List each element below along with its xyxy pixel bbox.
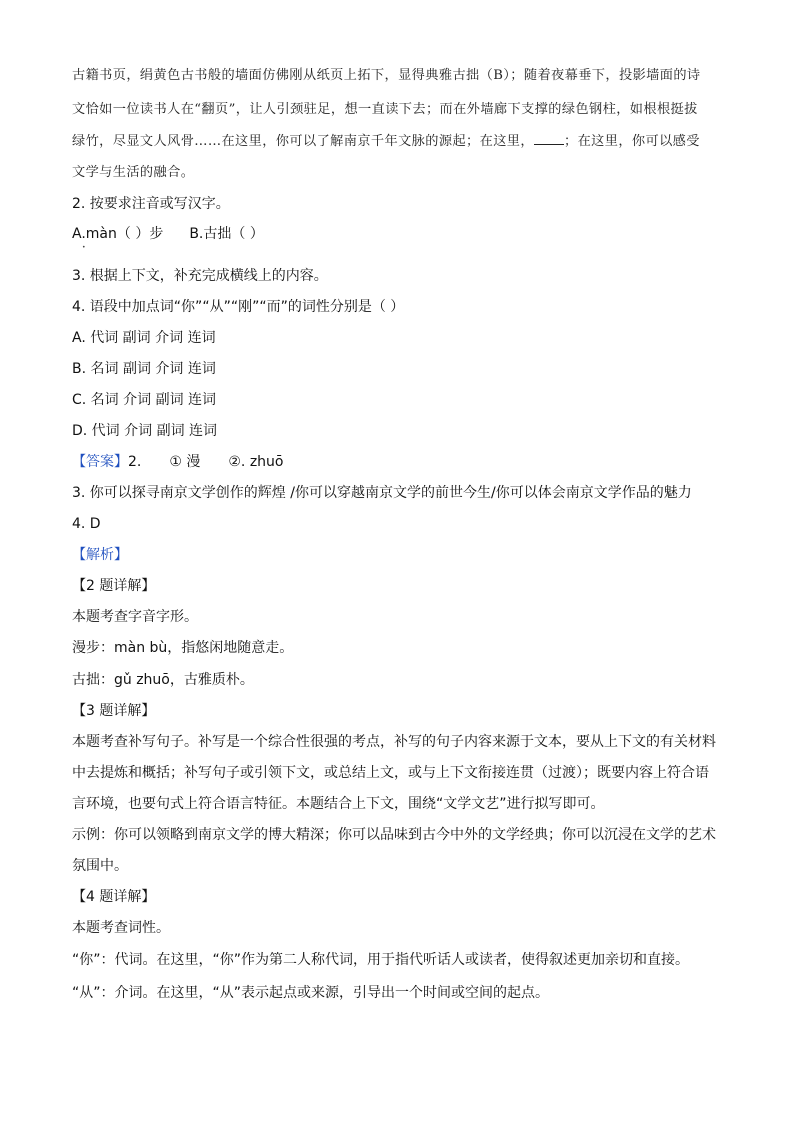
q3-detail-line-1: 本题考查补写句子。补写是一个综合性很强的考点，补写的句子内容来源于文本，要从上下文的有关材料 xyxy=(72,734,716,750)
q2-detail-head: 【2 题详解】 xyxy=(72,578,156,594)
answer-label: 【答案】 xyxy=(72,454,128,470)
answer-q2-part2: ②. zhuō xyxy=(228,454,284,470)
q4-detail-head: 【4 题详解】 xyxy=(72,889,156,905)
q4-detail-line-1: 本题考查词性。 xyxy=(72,920,170,936)
q3-title: 3. 根据上下文，补充完成横线上的内容。 xyxy=(72,268,328,284)
q4-title: 4. 语段中加点词“你”“从”“刚”“而”的词性分别是（ ） xyxy=(72,299,405,315)
q2-detail-line-2: 漫步：màn bù，指悠闲地随意走。 xyxy=(72,640,294,656)
q4-detail-line-2: “你”：代词。在这里，“你”作为第二人称代词，用于指代听话人或读者，使得叙述更加亲切和直接。 xyxy=(72,952,690,968)
q4-detail-line-3: “从”：介词。在这里，“从”表示起点或来源，引导出一个时间或空间的起点。 xyxy=(72,985,550,1001)
fill-blank xyxy=(534,132,564,145)
q3-detail-head: 【3 题详解】 xyxy=(72,703,156,719)
q3-detail-line-2: 中去提炼和概括；补写句子或引领下文，或总结上文，或与上下文衔接连贯（过渡）；既要内容上符合语 xyxy=(72,765,709,781)
analysis-label: 【解析】 xyxy=(72,547,128,563)
q2-title: 2. 按要求注音或写汉字。 xyxy=(72,196,230,212)
answer-line xyxy=(72,452,284,472)
passage-line-2: 文恰如一位读书人在“翻页”，让人引颈驻足，想一直读下去；而在外墙廊下支撑的绿色钢柱，如根根挺拔 xyxy=(72,102,698,117)
passage-line-4: 文学与生活的融合。 xyxy=(72,165,195,180)
q2-detail-line-1: 本题考查字音字形。 xyxy=(72,609,198,625)
emphasis-dot: • xyxy=(82,244,86,251)
answer-q2-part1: ① 漫 xyxy=(169,454,201,470)
q2-detail-line-3: 古拙：gǔ zhuō，古雅质朴。 xyxy=(72,672,254,688)
passage-line-3 xyxy=(72,132,700,152)
q3-detail-line-4: 示例：你可以领略到南京文学的博大精深；你可以品味到古今中外的文学经典；你可以沉浸在文学的艺术 xyxy=(72,827,716,843)
passage-line-1: 古籍书页，绢黄色古书般的墙面仿佛刚从纸页上拓下，显得典雅古拙（B）；随着夜幕垂下，投影墙面的诗 xyxy=(72,68,701,83)
answer-q4: 4. D xyxy=(72,516,101,532)
q2-options xyxy=(72,224,264,244)
q2-option-a: A.màn（ ）步 xyxy=(72,226,164,242)
answer-q2-num: 2. xyxy=(128,454,142,470)
q4-option-c: C. 名词 介词 副词 连词 xyxy=(72,392,217,408)
q4-option-b: B. 名词 副词 介词 连词 xyxy=(72,361,216,377)
passage-line-3-before: 绿竹，尽显文人风骨……在这里，你可以了解南京千年文脉的源起；在这里， xyxy=(72,134,534,149)
q3-detail-line-3: 言环境，也要句式上符合语言特征。本题结合上下文，围绕“文学文艺”进行拟写即可。 xyxy=(72,796,605,812)
passage-line-3-after: ；在这里，你可以感受 xyxy=(563,134,700,149)
answer-q3: 3. 你可以探寻南京文学创作的辉煌 /你可以穿越南京文学的前世今生/你可以体会南京文学作品的魅力 xyxy=(72,485,692,501)
q3-detail-line-5: 氛围中。 xyxy=(72,858,128,874)
q4-option-a: A. 代词 副词 介词 连词 xyxy=(72,330,216,346)
q2-option-b: B.古拙（ ） xyxy=(189,226,264,242)
q4-option-d: D. 代词 介词 副词 连词 xyxy=(72,423,218,439)
